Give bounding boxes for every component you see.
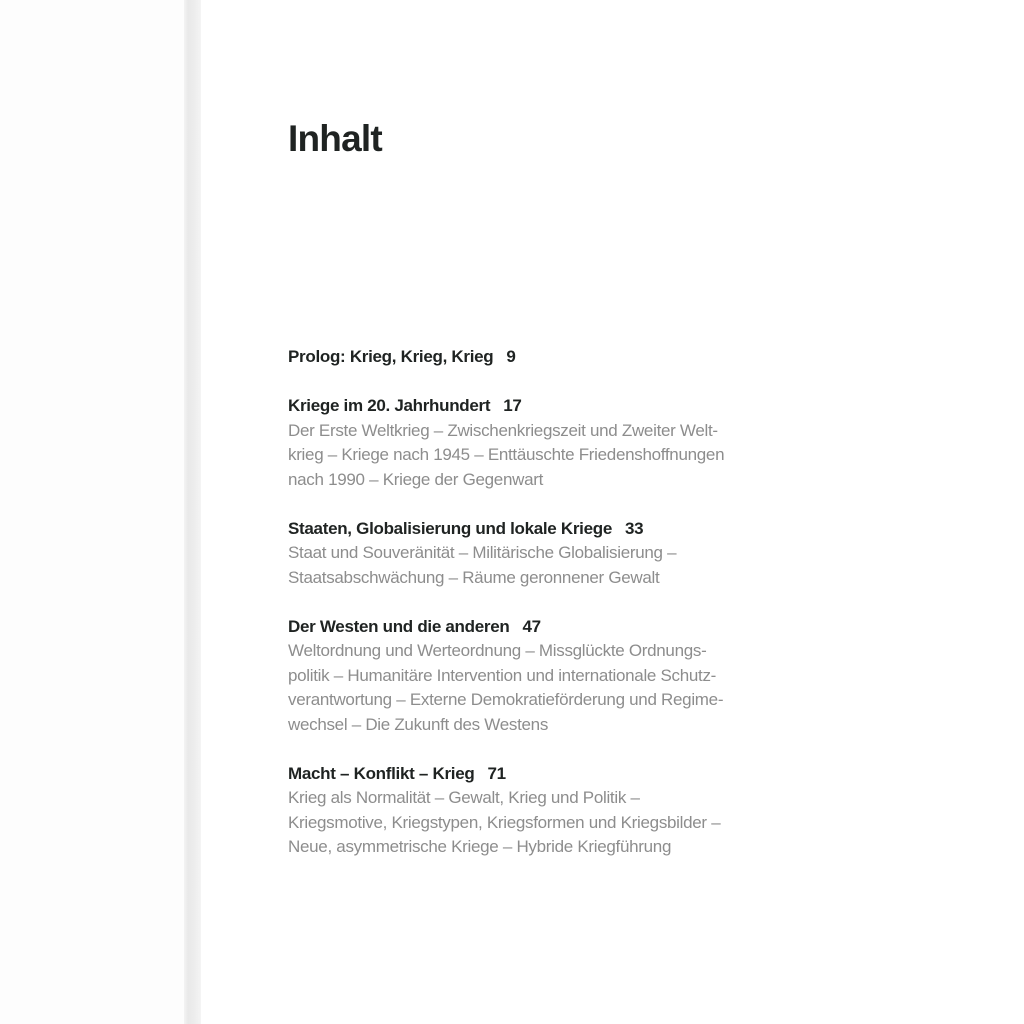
toc-subtitle-line: Staatsabschwächung – Räume geronnener Gewalt	[288, 567, 660, 587]
toc-subtitle-line: Neue, asymmetrische Kriege – Hybride Kriegführung	[288, 837, 672, 856]
toc-entry-title: Kriege im 20. Jahrhundert	[288, 396, 491, 415]
page-title: Inhalt	[288, 118, 382, 159]
toc-entry-page-number: 71	[487, 763, 506, 783]
toc-entry-title: Prolog: Krieg, Krieg, Krieg	[288, 347, 494, 366]
book-gutter-shadow	[184, 0, 201, 1024]
toc-subtitle-line: nach 1990 – Kriege der Gegenwart	[288, 469, 544, 489]
toc-subtitle-line: politik – Humanitäre Intervention und internationale Schutz-	[288, 665, 717, 685]
toc-entry-heading	[288, 615, 758, 640]
toc-subtitle-line: Der Erste Weltkrieg – Zwischenkriegszeit und Zweiter Welt-	[288, 420, 718, 440]
toc-subtitle-line: Kriegsmotive, Kriegstypen, Kriegsformen und Kriegsbilder –	[288, 812, 721, 832]
toc-entry-title: Der Westen und die anderen	[288, 616, 510, 636]
toc-entry	[288, 517, 758, 591]
toc-entry-page-number: 33	[625, 518, 644, 538]
table-of-contents	[288, 345, 758, 884]
toc-entry-page-number: 9	[506, 347, 516, 366]
toc-subtitle-line: Weltordnung und Werteordnung – Missglückte Ordnungs-	[288, 641, 707, 660]
toc-entry-subtitle	[288, 639, 758, 737]
toc-entry	[288, 762, 758, 860]
toc-subtitle-line: krieg – Kriege nach 1945 – Enttäuschte Friedenshoffnungen	[288, 445, 725, 464]
toc-entry-page-number: 17	[503, 396, 522, 415]
toc-entry-heading	[288, 394, 758, 419]
toc-entry-page-number: 47	[522, 616, 541, 636]
toc-entry-heading	[288, 762, 758, 787]
toc-entry-title: Staaten, Globalisierung und lokale Kriege	[288, 518, 612, 538]
toc-subtitle-line: Krieg als Normalität – Gewalt, Krieg und Politik –	[288, 788, 640, 807]
toc-entry	[288, 345, 758, 370]
toc-entry	[288, 394, 758, 492]
toc-subtitle-line: Staat und Souveränität – Militärische Globalisierung –	[288, 543, 677, 562]
toc-subtitle-line: verantwortung – Externe Demokratieförderung und Regime-	[288, 690, 724, 709]
toc-entry-subtitle	[288, 541, 758, 590]
toc-entry	[288, 615, 758, 738]
toc-entry-heading	[288, 517, 758, 542]
toc-entry-subtitle	[288, 786, 758, 860]
toc-entry-title: Macht – Konflikt – Krieg	[288, 763, 475, 783]
toc-subtitle-line: wechsel – Die Zukunft des Westens	[288, 714, 549, 734]
toc-entry-subtitle	[288, 419, 758, 493]
toc-entry-heading	[288, 345, 758, 370]
page-left-margin	[0, 0, 184, 1024]
